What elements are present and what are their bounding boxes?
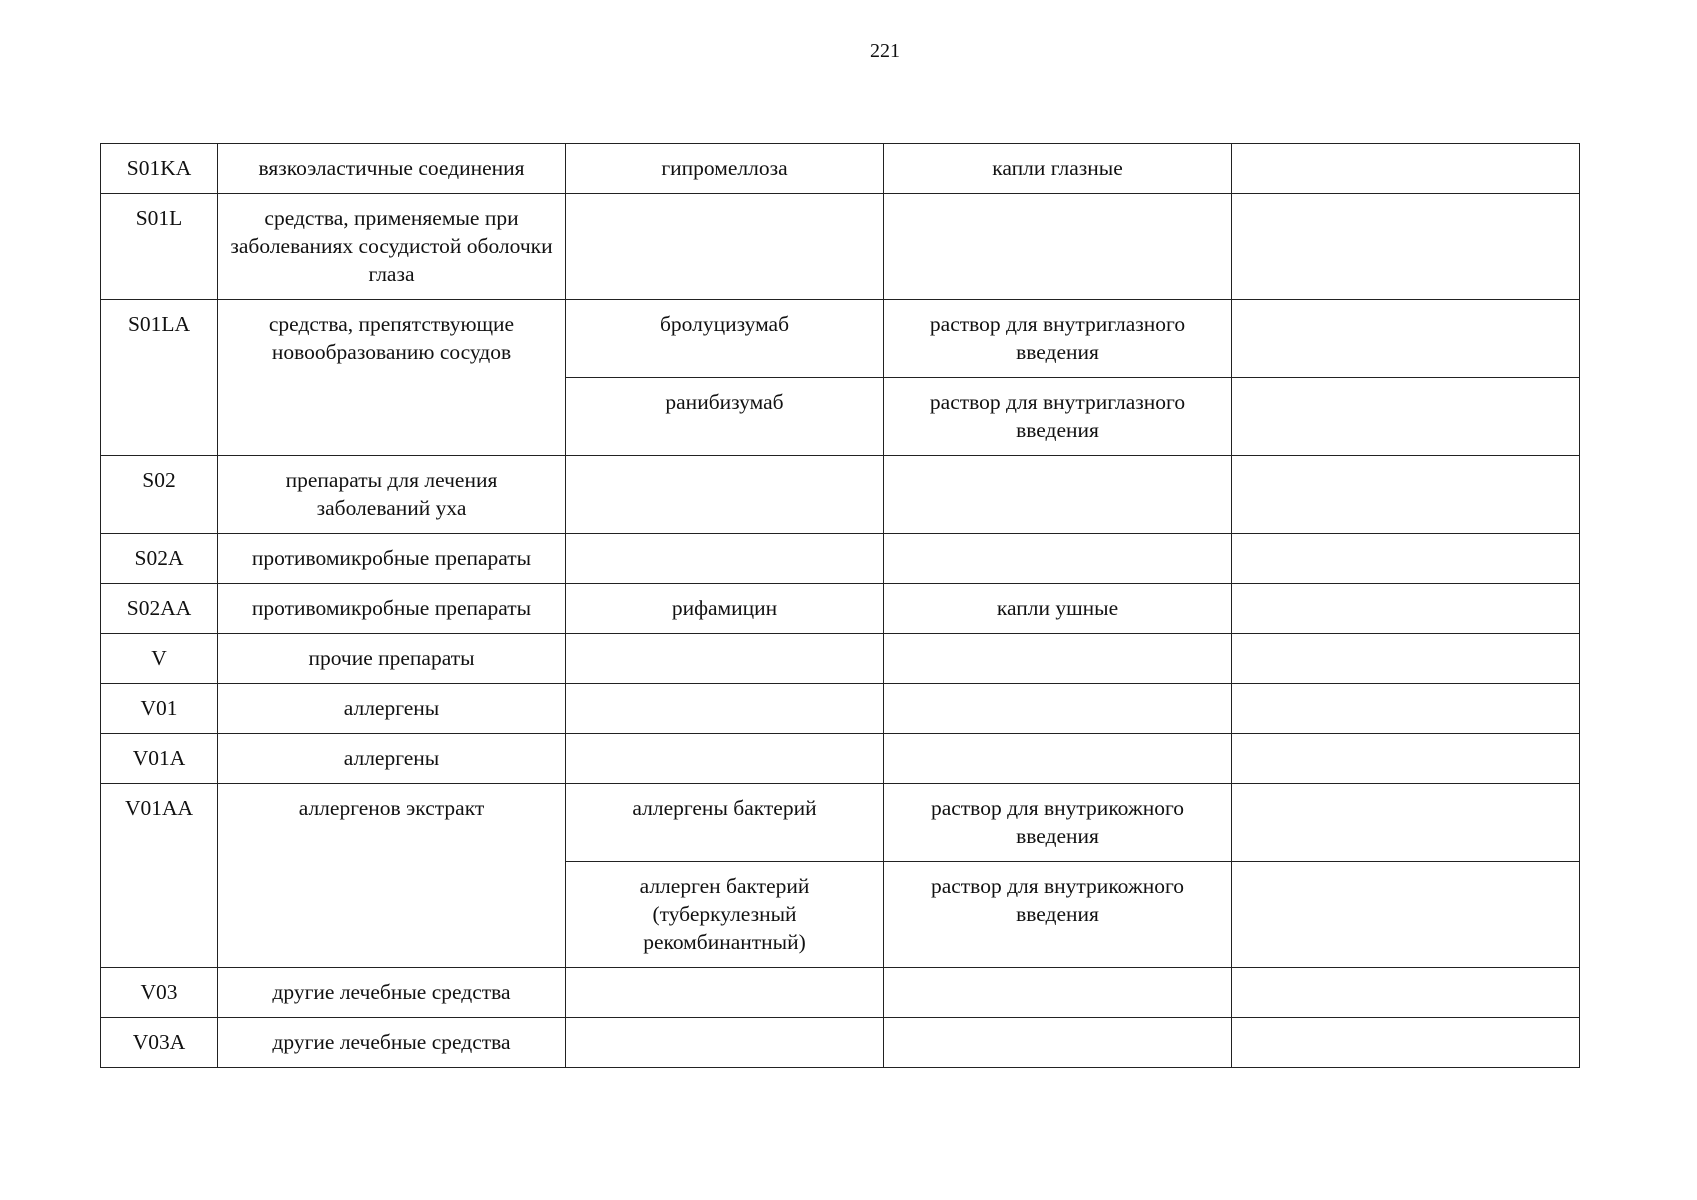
note-cell — [1232, 534, 1580, 584]
dosage-form — [884, 1018, 1232, 1068]
note-cell — [1232, 378, 1580, 456]
dosage-form: капли глазные — [884, 144, 1232, 194]
dosage-form — [884, 734, 1232, 784]
drug-table — [100, 143, 1580, 1068]
table-row — [101, 456, 1580, 534]
dosage-form — [884, 634, 1232, 684]
atc-code: S02 — [101, 456, 218, 534]
atc-code: V01AA — [101, 784, 218, 968]
atc-code: S02A — [101, 534, 218, 584]
note-cell — [1232, 456, 1580, 534]
drug-name — [566, 1018, 884, 1068]
dosage-form — [884, 534, 1232, 584]
table-row — [101, 634, 1580, 684]
table-row — [101, 194, 1580, 300]
table-row — [101, 968, 1580, 1018]
dosage-form: раствор для внутрикожного введения — [884, 784, 1232, 862]
group-name: аллергены — [218, 734, 566, 784]
note-cell — [1232, 862, 1580, 968]
note-cell — [1232, 194, 1580, 300]
note-cell — [1232, 968, 1580, 1018]
table-row — [101, 684, 1580, 734]
drug-name — [566, 684, 884, 734]
dosage-form: раствор для внутриглазного введения — [884, 378, 1232, 456]
drug-name: бролуцизумаб — [566, 300, 884, 378]
table-row — [101, 784, 1580, 862]
drug-name — [566, 534, 884, 584]
note-cell — [1232, 144, 1580, 194]
group-name: другие лечебные средства — [218, 1018, 566, 1068]
atc-code: V01A — [101, 734, 218, 784]
table-row — [101, 584, 1580, 634]
atc-code: S01KA — [101, 144, 218, 194]
atc-code: V01 — [101, 684, 218, 734]
drug-name — [566, 194, 884, 300]
note-cell — [1232, 734, 1580, 784]
table-row — [101, 300, 1580, 378]
dosage-form: капли ушные — [884, 584, 1232, 634]
page-number: 221 — [870, 40, 900, 62]
group-name: вязкоэластичные соединения — [218, 144, 566, 194]
dosage-form: раствор для внутриглазного введения — [884, 300, 1232, 378]
drug-name — [566, 634, 884, 684]
dosage-form — [884, 456, 1232, 534]
table-row — [101, 1018, 1580, 1068]
drug-name — [566, 968, 884, 1018]
note-cell — [1232, 584, 1580, 634]
group-name: средства, препятствующие новообразованию сосудов — [218, 300, 566, 456]
table-row — [101, 144, 1580, 194]
group-name: прочие препараты — [218, 634, 566, 684]
note-cell — [1232, 684, 1580, 734]
atc-code: V03A — [101, 1018, 218, 1068]
note-cell — [1232, 1018, 1580, 1068]
atc-code: S02AA — [101, 584, 218, 634]
dosage-form — [884, 968, 1232, 1018]
group-name: препараты для лечения заболеваний уха — [218, 456, 566, 534]
atc-code: S01LA — [101, 300, 218, 456]
note-cell — [1232, 300, 1580, 378]
atc-code: S01L — [101, 194, 218, 300]
dosage-form — [884, 194, 1232, 300]
drug-name: аллергены бактерий — [566, 784, 884, 862]
group-name: противомикробные препараты — [218, 534, 566, 584]
group-name: аллергенов экстракт — [218, 784, 566, 968]
dosage-form — [884, 684, 1232, 734]
group-name: другие лечебные средства — [218, 968, 566, 1018]
group-name: средства, применяемые при заболеваниях сосудистой оболочки глаза — [218, 194, 566, 300]
note-cell — [1232, 634, 1580, 684]
group-name: аллергены — [218, 684, 566, 734]
drug-name — [566, 734, 884, 784]
table-row — [101, 534, 1580, 584]
atc-code: V — [101, 634, 218, 684]
drug-name: гипромеллоза — [566, 144, 884, 194]
atc-code: V03 — [101, 968, 218, 1018]
table-row — [101, 734, 1580, 784]
drug-name: аллерген бактерий (туберкулезный рекомбинантный) — [566, 862, 884, 968]
drug-name: ранибизумаб — [566, 378, 884, 456]
group-name: противомикробные препараты — [218, 584, 566, 634]
drug-name — [566, 456, 884, 534]
dosage-form: раствор для внутрикожного введения — [884, 862, 1232, 968]
drug-name: рифамицин — [566, 584, 884, 634]
note-cell — [1232, 784, 1580, 862]
